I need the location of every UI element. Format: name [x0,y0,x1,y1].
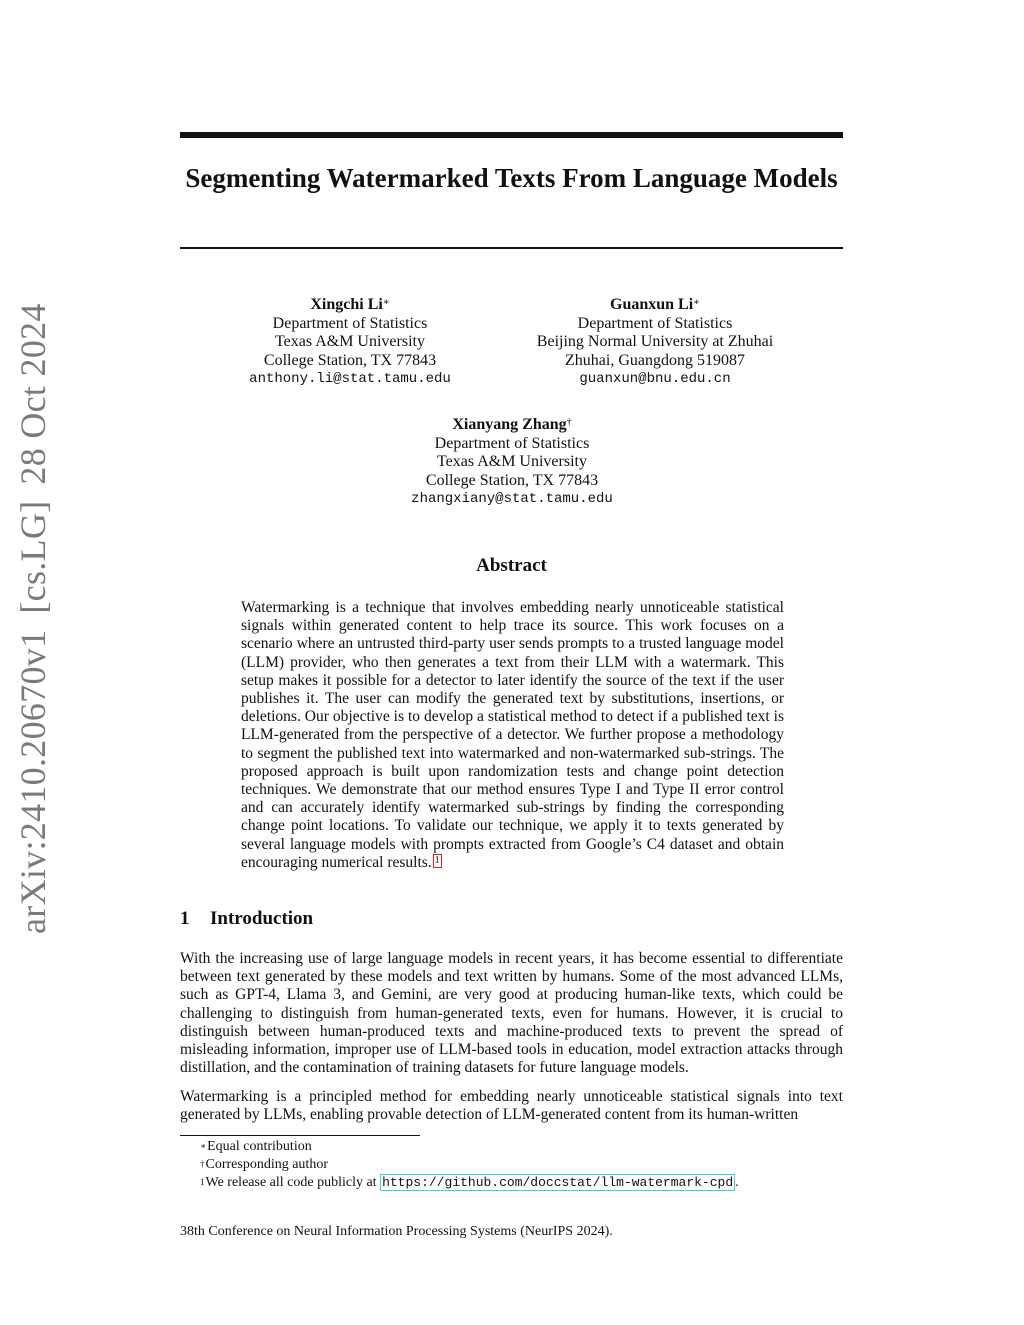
arxiv-category: [cs.LG] [13,500,53,614]
abstract-text: Watermarking is a technique that involves embedding nearly unnoticeable statistical signals within generated content to help trace its source. This work focuses on a scenario where an untrusted third-party user sends prompts to a trusted language model (LLM) provider, who then generates a text from their LLM with a watermark. This setup makes it possible for a detector to later identify the source of the text if the user publishes it. The user can modify the generated text by substitutions, insertions, or deletions. Our objective is to develop a statistical method to detect if a published text is LLM-generated from the perspective of a detector. We further propose a methodology to segment the published text into watermarked and non-watermarked sub-strings. The proposed approach is built upon randomization tests and change point detection techniques. We demonstrate that our method ensures Type I and Type II error control and can accurately identify watermarked sub-strings by finding the corresponding change point locations. To validate our technique, we apply it to texts generated by several language models with prompts extracted from Google’s C4 dataset and obtain encouraging numerical results. [241,599,784,871]
author-organization: Texas A&M University [437,453,587,470]
footnote-text: We release all code publicly at [205,1175,377,1190]
footnote-code-release [200,1174,739,1192]
section-heading-introduction [180,908,313,930]
abstract-body [241,599,784,872]
author-location: College Station, TX 77843 [263,351,437,369]
section-number: 1 [180,908,190,929]
venue-note: 38th Conference on Neural Information Processing Systems (NeurIPS 2024). [180,1224,613,1239]
author-block-3 [380,416,644,509]
author-block-1 [230,296,470,389]
footnote-corresponding-author [200,1156,739,1174]
footnotes [200,1138,739,1192]
footnote-rule [180,1135,420,1136]
section-title: Introduction [210,908,314,929]
author-name: Xingchi Li [310,296,383,313]
author-name: Xianyang Zhang [452,416,567,433]
author-email[interactable]: anthony.li@stat.tamu.edu [249,371,451,387]
author-block-2 [520,296,790,389]
author-mark: † [566,417,572,428]
author-email[interactable]: zhangxiany@stat.tamu.edu [411,491,613,507]
github-link[interactable]: https://github.com/doccstat/llm-watermark-cpd [382,1175,734,1190]
intro-paragraph-1: With the increasing use of large language models in recent years, it has become essential to differentiate between text generated by these models and text written by humans. Some of the most advanced LLMs, such as GPT-4, Llama 3, and Gemini, are very good at producing human-like texts, which could be challenging to distinguish from human-generated texts, even for humans. However, it is crucial to distinguish between human-produced texts and machine-produced texts to prevent the spread of misleading information, improper use of LLM-based tools in education, model extraction attacks through distillation, and the contamination of training datasets for future language models. [180,950,843,1077]
footnote-mark: 1 [200,1177,205,1187]
author-department: Department of Statistics [434,434,590,452]
author-department: Department of Statistics [577,314,733,332]
arxiv-id: arXiv:2410.20670v1 [13,629,53,934]
author-organization: Beijing Normal University at Zhuhai [536,333,774,350]
footnote-equal-contribution [200,1138,739,1156]
author-mark: ∗ [693,297,700,308]
paper-title: Segmenting Watermarked Texts From Language Models [185,163,838,193]
footnote-ref-link[interactable]: 1 [434,854,440,866]
footnote-text: Equal contribution [207,1139,312,1154]
author-location: Zhuhai, Guangdong 519087 [565,351,745,369]
abstract-heading: Abstract [476,555,547,576]
footnote-end: . [735,1175,739,1190]
footnote-mark: † [200,1159,205,1169]
arxiv-date: 28 Oct 2024 [13,303,53,485]
author-location: College Station, TX 77843 [425,471,599,489]
author-organization: Texas A&M University [275,333,425,350]
author-name: Guanxun Li [610,296,694,313]
intro-paragraph-2: Watermarking is a principled method for embedding nearly unnoticeable statistical signals into text generated by LLMs, enabling provable detection of LLM-generated content from its human-written [180,1088,843,1124]
title-top-rule [180,132,843,138]
arxiv-identifier-sidebar [12,303,54,934]
author-email[interactable]: guanxun@bnu.edu.cn [579,371,731,387]
footnote-mark: ∗ [200,1141,207,1151]
footnote-text: Corresponding author [205,1157,328,1172]
author-mark: ∗ [382,297,390,308]
author-department: Department of Statistics [272,314,428,332]
title-bottom-rule [180,247,843,249]
